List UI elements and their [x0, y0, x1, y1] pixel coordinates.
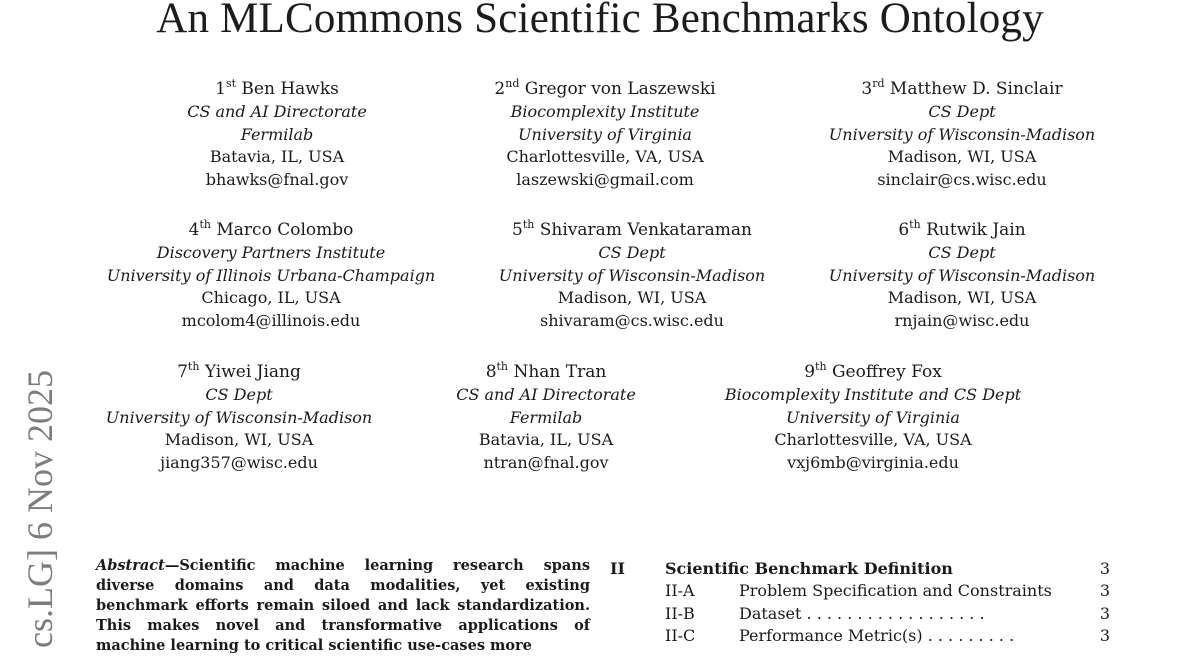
author-email[interactable]: jiang357@wisc.edu	[160, 453, 318, 473]
toc-section-number: II	[610, 559, 625, 578]
author-location: Batavia, IL, USA	[209, 147, 345, 167]
author-location: Madison, WI, USA	[164, 430, 314, 450]
abstract-dash: —	[164, 557, 180, 574]
author-institution: Fermilab	[509, 407, 583, 427]
arxiv-sidebar-identifier: cs.LG] 6 Nov 2025	[20, 370, 60, 648]
author-affiliation: Biocomplexity Institute and CS Dept	[724, 384, 1022, 404]
author-block	[829, 219, 1095, 333]
author-name-line: 3rd Matthew D. Sinclair	[861, 77, 1063, 99]
author-block	[499, 219, 765, 333]
abstract-heading: Abstract	[96, 557, 165, 574]
toc-subsection-number: II-B	[665, 603, 695, 623]
author-location: Batavia, IL, USA	[478, 430, 614, 450]
author-block	[829, 78, 1095, 192]
author-email[interactable]: rnjain@wisc.edu	[894, 311, 1030, 331]
author-name-line: 1st Ben Hawks	[215, 77, 339, 99]
author-block	[494, 78, 715, 192]
author-email[interactable]: ntran@fnal.gov	[483, 453, 609, 473]
toc-subsection[interactable]	[610, 625, 1110, 648]
author-email[interactable]: vxj6mb@virginia.edu	[787, 453, 959, 473]
toc-subsection-number: II-A	[665, 581, 695, 600]
author-affiliation: Discovery Partners Institute	[156, 242, 386, 262]
author-affiliation: CS Dept	[928, 101, 996, 121]
author-institution: University of Illinois Urbana-Champaign	[106, 265, 436, 285]
author-location: Madison, WI, USA	[887, 288, 1037, 308]
author-location: Madison, WI, USA	[557, 288, 707, 308]
author-name-line: 9th Geoffrey Fox	[804, 360, 942, 382]
toc-section-page: 3	[1099, 559, 1110, 578]
author-name-line: 8th Nhan Tran	[485, 360, 607, 382]
author-email[interactable]: laszewski@gmail.com	[516, 170, 694, 190]
toc-subsection-label: Performance Metric(s) . . . . . . . . .	[739, 626, 1015, 645]
author-institution: University of Wisconsin-Madison	[105, 407, 373, 427]
author-institution: University of Virginia	[786, 407, 960, 427]
toc-subsection-page: 3	[1099, 603, 1110, 623]
author-block	[187, 78, 367, 192]
author-affiliation: CS Dept	[598, 242, 666, 262]
author-name-line: 6th Rutwik Jain	[898, 218, 1026, 240]
toc-subsection[interactable]	[610, 580, 1110, 603]
toc-subsection-page: 3	[1099, 626, 1110, 645]
toc-subsection[interactable]	[610, 603, 1110, 626]
author-institution: Fermilab	[240, 124, 314, 144]
author-name-line: 7th Yiwei Jiang	[177, 360, 301, 382]
author-institution: University of Wisconsin-Madison	[498, 265, 766, 285]
toc-section[interactable]	[610, 557, 1110, 580]
toc-subsection-label: Problem Specification and Constraints	[739, 581, 1052, 600]
author-email[interactable]: sinclair@cs.wisc.edu	[877, 170, 1047, 190]
toc-subsection-number: II-C	[665, 626, 696, 645]
author-name-line: 5th Shivaram Venkataraman	[512, 218, 752, 240]
author-affiliation: CS and AI Directorate	[187, 101, 367, 121]
author-affiliation: Biocomplexity Institute	[510, 101, 700, 121]
table-of-contents	[610, 557, 1110, 648]
author-block	[106, 361, 372, 475]
author-location: Chicago, IL, USA	[201, 288, 341, 308]
author-affiliation: CS Dept	[928, 242, 996, 262]
toc-section-label: Scientific Benchmark Definition	[665, 559, 953, 578]
author-location: Madison, WI, USA	[887, 147, 1037, 167]
paper-title: An MLCommons Scientific Benchmarks Ontology	[156, 0, 1044, 42]
author-block	[456, 361, 636, 475]
author-affiliation: CS and AI Directorate	[456, 384, 636, 404]
abstract	[96, 556, 590, 656]
author-affiliation: CS Dept	[205, 384, 273, 404]
author-email[interactable]: bhawks@fnal.gov	[205, 170, 349, 190]
author-block	[107, 219, 435, 333]
author-email[interactable]: shivaram@cs.wisc.edu	[540, 311, 724, 331]
author-location: Charlottesville, VA, USA	[774, 430, 972, 450]
author-location: Charlottesville, VA, USA	[506, 147, 704, 167]
abstract-text: Scientific machine learning research spans diverse domains and data modalities, yet existing benchmark efforts remain siloed and lack standardization. This makes novel and transformative applications of machine learning to critical scientific use-cases more	[96, 557, 590, 654]
author-name-line: 2nd Gregor von Laszewski	[494, 77, 716, 99]
author-institution: University of Wisconsin-Madison	[828, 124, 1096, 144]
author-institution: University of Virginia	[518, 124, 692, 144]
author-email[interactable]: mcolom4@illinois.edu	[181, 311, 361, 331]
author-block	[725, 361, 1021, 475]
toc-subsection-page: 3	[1099, 581, 1110, 600]
toc-subsection-label: Dataset . . . . . . . . . . . . . . . . . .	[739, 603, 985, 623]
author-institution: University of Wisconsin-Madison	[828, 265, 1096, 285]
author-name-line: 4th Marco Colombo	[188, 218, 354, 240]
